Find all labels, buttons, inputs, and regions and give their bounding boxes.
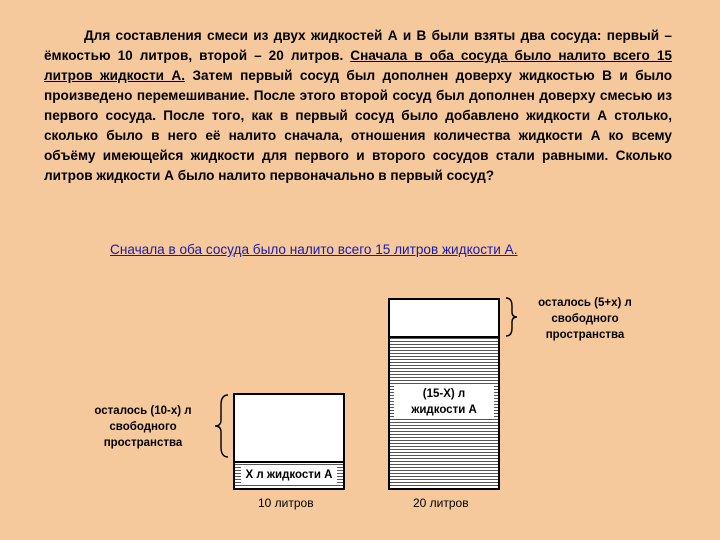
- problem-text-end: Затем первый сосуд был дополнен доверху жидкостью В и было произведено перемешивание. После этого второй сосуд был дополнен доверху смесью из первого сосуда. После того, как в первый сосуд было добавлено жидкости А столько, сколько было в него её налито сначала, отношения количества жидкости А ко всему объёму имеющейся жидкости для первого и второго сосудов стали равными. Сколько литров жидкости А было налито первоначально в первый сосуд?: [44, 68, 672, 183]
- small-vessel-free-label: осталось (10-х) л свободного пространства: [94, 405, 192, 449]
- small-vessel-brace: [214, 393, 230, 459]
- small-vessel-free-space: [235, 395, 343, 463]
- large-vessel-liquid-label: (15-Х) л жидкости А: [394, 386, 494, 418]
- highlight-statement: Сначала в оба сосуда было налито всего 15 литров жидкости А.: [110, 242, 518, 257]
- large-vessel-caption: 20 литров: [413, 496, 469, 510]
- large-vessel-free-label: осталось (5+х) л свободного пространства: [538, 297, 632, 341]
- small-vessel-liquid-label: Х л жидкости А: [241, 467, 337, 483]
- problem-text: [44, 26, 672, 186]
- large-vessel: [388, 298, 500, 490]
- problem-text-underlined: Сначала в оба сосуда было налито всего 15 литров жидкости А.: [44, 48, 672, 83]
- small-vessel: [233, 393, 345, 490]
- problem-text-start: Для составления смеси из двух жидкостей А и В были взяты два сосуда: первый – ёмкостью 10 литров, второй – 20 литров.: [44, 28, 672, 63]
- large-vessel-brace: [504, 296, 518, 338]
- large-vessel-free-space: [390, 300, 498, 338]
- small-vessel-caption: 10 литров: [258, 496, 314, 510]
